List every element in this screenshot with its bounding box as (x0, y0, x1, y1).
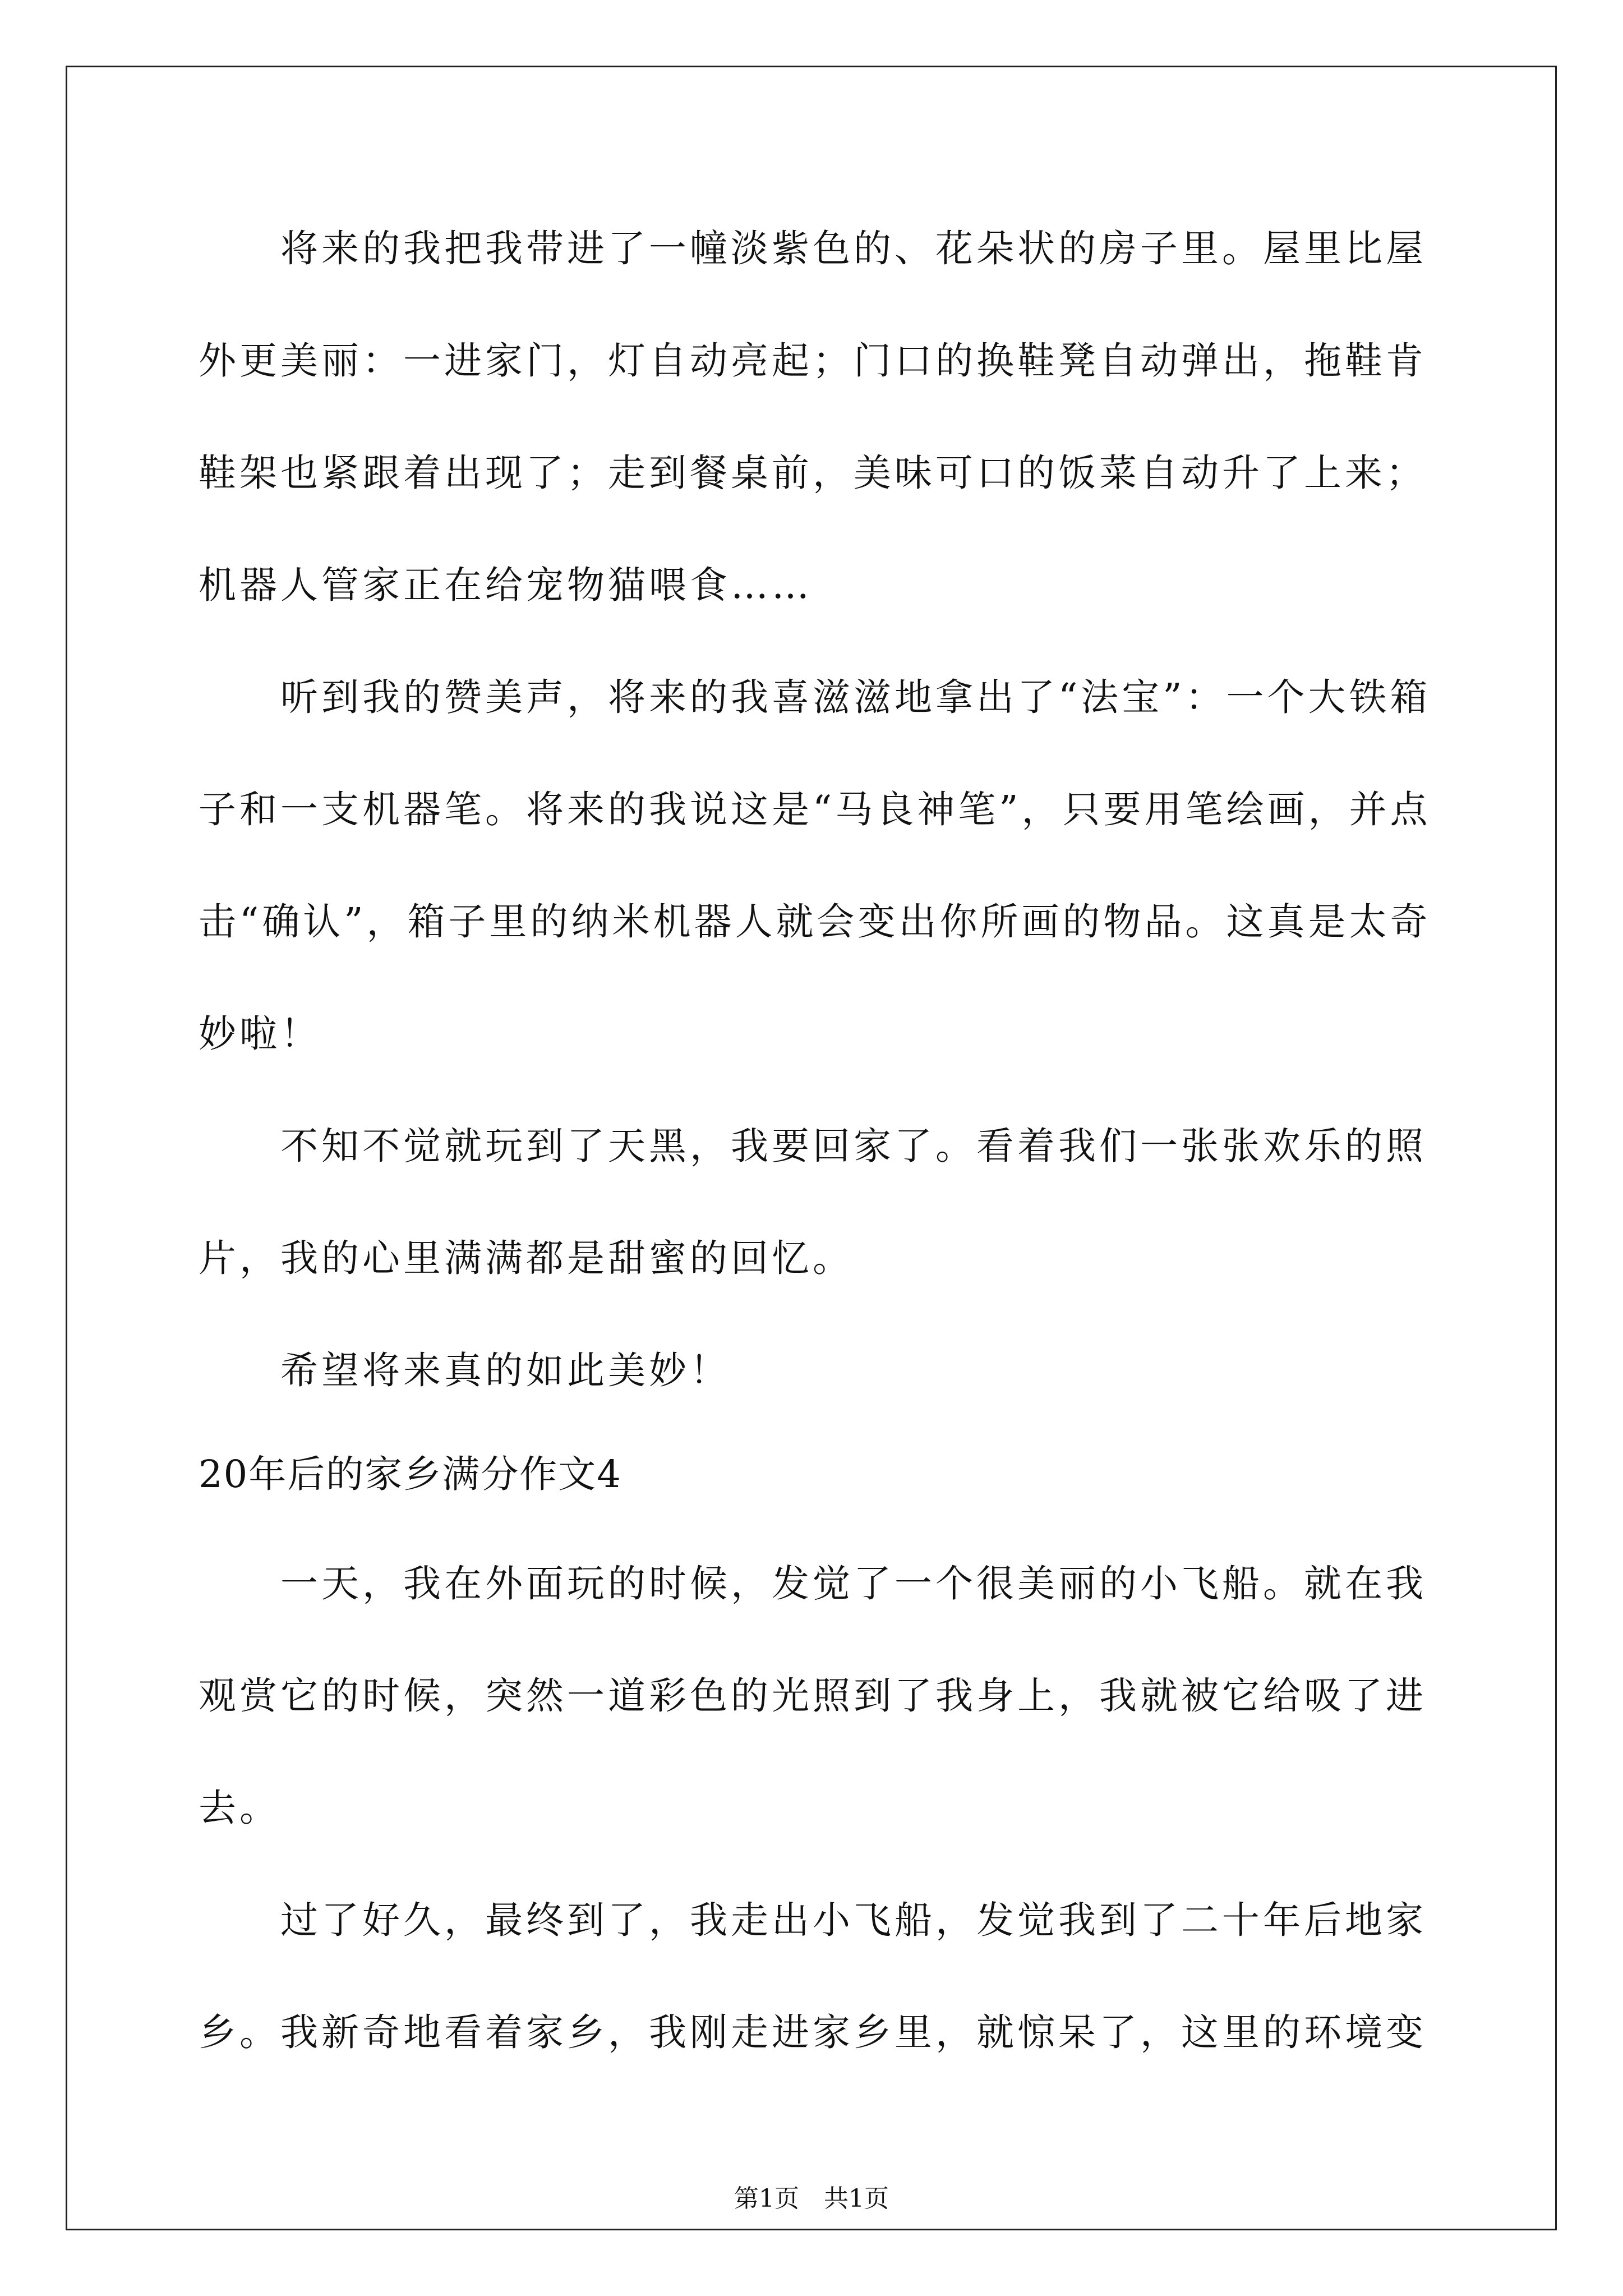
paragraph-1-line-2: 外更美丽：一进家门，灯自动亮起；门口的换鞋凳自动弹出，拖鞋肯 (199, 339, 1427, 383)
paragraph-6-line-2: 乡。我新奇地看着家乡，我刚走进家乡里，就惊呆了，这里的环境变 (199, 2010, 1427, 2054)
paragraph-6-line-1: 过了好久，最终到了，我走出小飞船，发觉我到了二十年后地家 (280, 1898, 1427, 1942)
paragraph-2-line-4: 妙啦！ (199, 1012, 321, 1056)
page-number-footer: 第1页 共1页 (734, 2184, 889, 2213)
paragraph-1-line-4: 机器人管家正在给宠物猫喂食…… (199, 563, 813, 607)
paragraph-3-line-1: 不知不觉就玩到了天黑，我要回家了。看着我们一张张欢乐的照 (280, 1124, 1427, 1168)
paragraph-4-line-1: 希望将来真的如此美妙！ (280, 1349, 731, 1392)
paragraph-2-line-3: 击“确认”，箱子里的纳米机器人就会变出你所画的物品。这真是太奇 (199, 900, 1431, 944)
paragraph-5-line-1: 一天，我在外面玩的时候，发觉了一个很美丽的小飞船。就在我 (280, 1562, 1427, 1605)
paragraph-3-line-2: 片，我的心里满满都是甜蜜的回忆。 (199, 1236, 854, 1280)
paragraph-5-line-3: 去。 (199, 1786, 280, 1830)
paragraph-2-line-1: 听到我的赞美声，将来的我喜滋滋地拿出了“法宝”：一个大铁箱 (280, 675, 1431, 719)
paragraph-5-line-2: 观赏它的时候，突然一道彩色的光照到了我身上，我就被它给吸了进 (199, 1674, 1427, 1718)
paragraph-1-line-1: 将来的我把我带进了一幢淡紫色的、花朵状的房子里。屋里比屋 (280, 227, 1427, 270)
paragraph-2-line-2: 子和一支机器笔。将来的我说这是“马良神笔”，只要用笔绘画，并点 (199, 788, 1431, 831)
paragraph-1-line-3: 鞋架也紧跟着出现了；走到餐桌前，美味可口的饭菜自动升了上来； (199, 451, 1427, 495)
section-heading: 20年后的家乡满分作文4 (199, 1452, 622, 1496)
